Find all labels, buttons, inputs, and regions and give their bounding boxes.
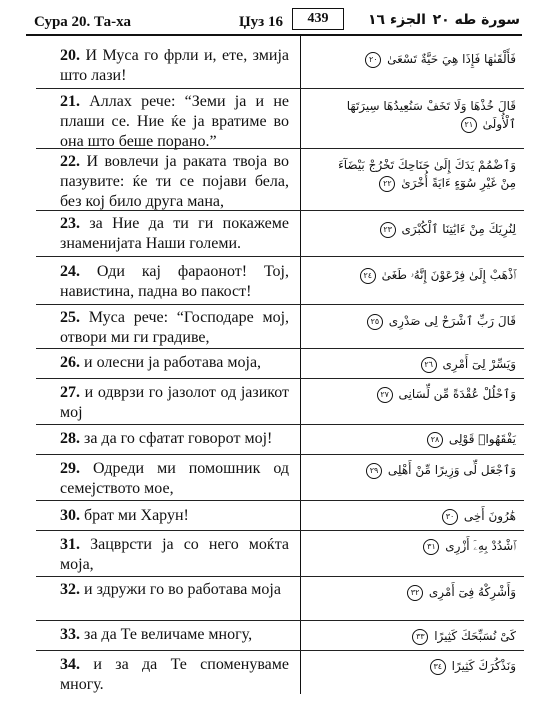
verse-30-arabic: [326, 507, 516, 525]
verse-23-translation: [60, 214, 289, 254]
verse-31-arabic: [326, 537, 516, 555]
verse-separator: [36, 530, 524, 531]
verse-text: Зацврсти ја со него моќта моја,: [60, 536, 289, 573]
verse-21-translation: [60, 92, 289, 152]
verse-text: за Ние да ти ги покажеме знаменијата Наши големи.: [60, 215, 289, 252]
verse-marker: ٣٤: [430, 659, 446, 675]
verse-marker: ٢٠: [365, 52, 381, 68]
verse-number: 34.: [60, 656, 80, 673]
arabic-text: ٱشْدُدْ بِهِۦٓ أَزْرِى: [445, 539, 516, 553]
juz-label-arabic: الجزء ١٦: [368, 12, 426, 28]
verse-34-arabic: [326, 657, 516, 675]
verse-28-arabic: [326, 430, 516, 448]
verse-31-translation: [60, 535, 289, 575]
arabic-text: لِنُرِيَكَ مِنْ ءَايَٰتِنَا ٱلْكُبْرَى: [401, 222, 516, 236]
verse-text: за да го сфатат говорот мој!: [84, 430, 273, 447]
arabic-text: وَٱجْعَل لِّى وَزِيرًا مِّنْ أَهْلِى: [387, 463, 516, 477]
verse-number: 23.: [60, 215, 80, 232]
surah-title-cyrillic: Сура 20. Та-ха: [34, 14, 131, 30]
header-rule: [26, 34, 522, 36]
arabic-text: وَأَشْرِكْهُ فِىٓ أَمْرِى: [428, 585, 516, 599]
verse-separator: [36, 256, 524, 257]
verse-27-translation: [60, 383, 289, 423]
verse-text: Аллах рече: “Земи ја и не плаши се. Ние ќе ја вратиме во она што беше порано.”: [60, 93, 289, 150]
verse-28-translation: [60, 429, 289, 449]
verse-text: и за да Те споменуваме многу.: [60, 656, 290, 693]
arabic-text: كَىْ نُسَبِّحَكَ كَثِيرًا: [434, 629, 516, 643]
verse-number: 22.: [60, 153, 80, 170]
juz-label-cyrillic: Џуз 16: [239, 14, 283, 30]
arabic-text: وَٱحْلُلْ عُقْدَةً مِّن لِّسَانِى: [398, 387, 516, 401]
verse-21-arabic: [326, 97, 516, 133]
arabic-text: هَٰرُونَ أَخِى: [463, 509, 516, 523]
verse-separator: [36, 500, 524, 501]
verse-number: 25.: [60, 309, 80, 326]
verse-29-translation: [60, 459, 289, 499]
verse-separator: [36, 304, 524, 305]
verse-marker: ٣٣: [412, 629, 428, 645]
verse-separator: [36, 454, 524, 455]
verse-22-translation: [60, 152, 289, 212]
arabic-text: قَالَ خُذْهَا وَلَا تَخَفْ سَنُعِيدُهَا سِيرَتَهَا ٱلْأُولَىٰ: [346, 99, 516, 131]
page-number: 439: [292, 8, 344, 30]
verse-separator: [36, 650, 524, 651]
column-divider: [300, 36, 301, 694]
verse-24-arabic: [326, 266, 516, 284]
verse-20-translation: [60, 46, 289, 86]
verse-text: и одврзи го јазолот од јазикот мој: [60, 384, 290, 421]
verse-separator: [36, 424, 524, 425]
verse-separator: [36, 210, 524, 211]
verse-marker: ٢٢: [379, 176, 395, 192]
arabic-text: وَيَسِّرْ لِىٓ أَمْرِى: [442, 357, 516, 371]
arabic-text: وَٱضْمُمْ يَدَكَ إِلَىٰ جَنَاحِكَ تَخْرُجْ بَيْضَآءَ مِنْ غَيْرِ سُوٓءٍ ءَايَةً أُخْرَىٰ: [338, 158, 516, 190]
verse-text: за да Те величаме многу,: [84, 626, 253, 643]
verse-26-translation: [60, 353, 289, 373]
verse-number: 29.: [60, 460, 80, 477]
verse-text: и здружи го во работава моја: [84, 581, 281, 598]
verse-text: И Муса го фрли и, ете, змија што лази!: [60, 47, 290, 84]
verse-text: И вовлечи ја раката твоја во пазувите: ќе ти се појави бела, без кој било друга мана,: [60, 153, 289, 210]
verse-29-arabic: [326, 461, 516, 479]
verse-30-translation: [60, 506, 289, 526]
verse-25-arabic: [326, 312, 516, 330]
verse-20-arabic: [326, 50, 516, 68]
verse-marker: ٣١: [423, 539, 439, 555]
verse-marker: ٢٧: [377, 387, 393, 403]
verse-marker: ٢٤: [360, 268, 376, 284]
verse-separator: [36, 148, 524, 149]
arabic-text: قَالَ رَبِّ ٱشْرَحْ لِى صَدْرِى: [388, 314, 516, 328]
arabic-text: وَنَذْكُرَكَ كَثِيرًا: [451, 659, 516, 673]
verse-34-translation: [60, 655, 289, 695]
verse-text: Одреди ми помошник од семејството мое,: [60, 460, 290, 497]
verse-22-arabic: [326, 156, 516, 192]
verse-33-arabic: [326, 627, 516, 645]
surah-title-arabic: سورة طه ٢٠: [432, 12, 520, 28]
verse-text: Оди кај фараонот! Тој, навистина, падна во пакост!: [60, 263, 289, 300]
verse-26-arabic: [326, 355, 516, 373]
verse-number: 21.: [60, 93, 80, 110]
verse-separator: [36, 88, 524, 89]
verse-marker: ٢٣: [380, 222, 396, 238]
verse-marker: ٢٦: [421, 357, 437, 373]
verse-number: 24.: [60, 263, 80, 280]
arabic-text: ٱذْهَبْ إِلَىٰ فِرْعَوْنَ إِنَّهُۥ طَغَىٰ: [381, 268, 516, 282]
verse-24-translation: [60, 262, 289, 302]
verse-text: Муса рече: “Господаре мој, отвори ми ги градиве,: [60, 309, 290, 346]
verse-number: 32.: [60, 581, 80, 598]
verse-marker: ٢٩: [366, 463, 382, 479]
verse-separator: [36, 576, 524, 577]
verse-number: 20.: [60, 47, 80, 64]
verse-marker: ٢١: [461, 117, 477, 133]
verse-25-translation: [60, 308, 289, 348]
verse-separator: [36, 348, 524, 349]
verse-number: 26.: [60, 354, 80, 371]
verse-32-translation: [60, 580, 289, 600]
verse-23-arabic: [326, 220, 516, 238]
verse-text: брат ми Харун!: [84, 507, 189, 524]
verse-separator: [36, 620, 524, 621]
verse-text: и олесни ја работава моја,: [84, 354, 262, 371]
verse-marker: ٣٠: [442, 509, 458, 525]
page-header: [34, 8, 520, 34]
verse-27-arabic: [326, 385, 516, 403]
arabic-text: فَأَلْقَىٰهَا فَإِذَا هِيَ حَيَّةٌ تَسْعَىٰ: [387, 52, 516, 66]
verse-number: 28.: [60, 430, 80, 447]
arabic-text: يَفْقَهُوا۟ قَوْلِى: [448, 432, 516, 446]
verse-33-translation: [60, 625, 289, 645]
verse-number: 33.: [60, 626, 80, 643]
verse-number: 30.: [60, 507, 80, 524]
verse-number: 27.: [60, 384, 80, 401]
verse-separator: [36, 378, 524, 379]
verse-marker: ٣٢: [407, 585, 423, 601]
verse-marker: ٢٥: [367, 314, 383, 330]
verse-32-arabic: [326, 583, 516, 601]
verse-number: 31.: [60, 536, 80, 553]
verse-marker: ٢٨: [427, 432, 443, 448]
